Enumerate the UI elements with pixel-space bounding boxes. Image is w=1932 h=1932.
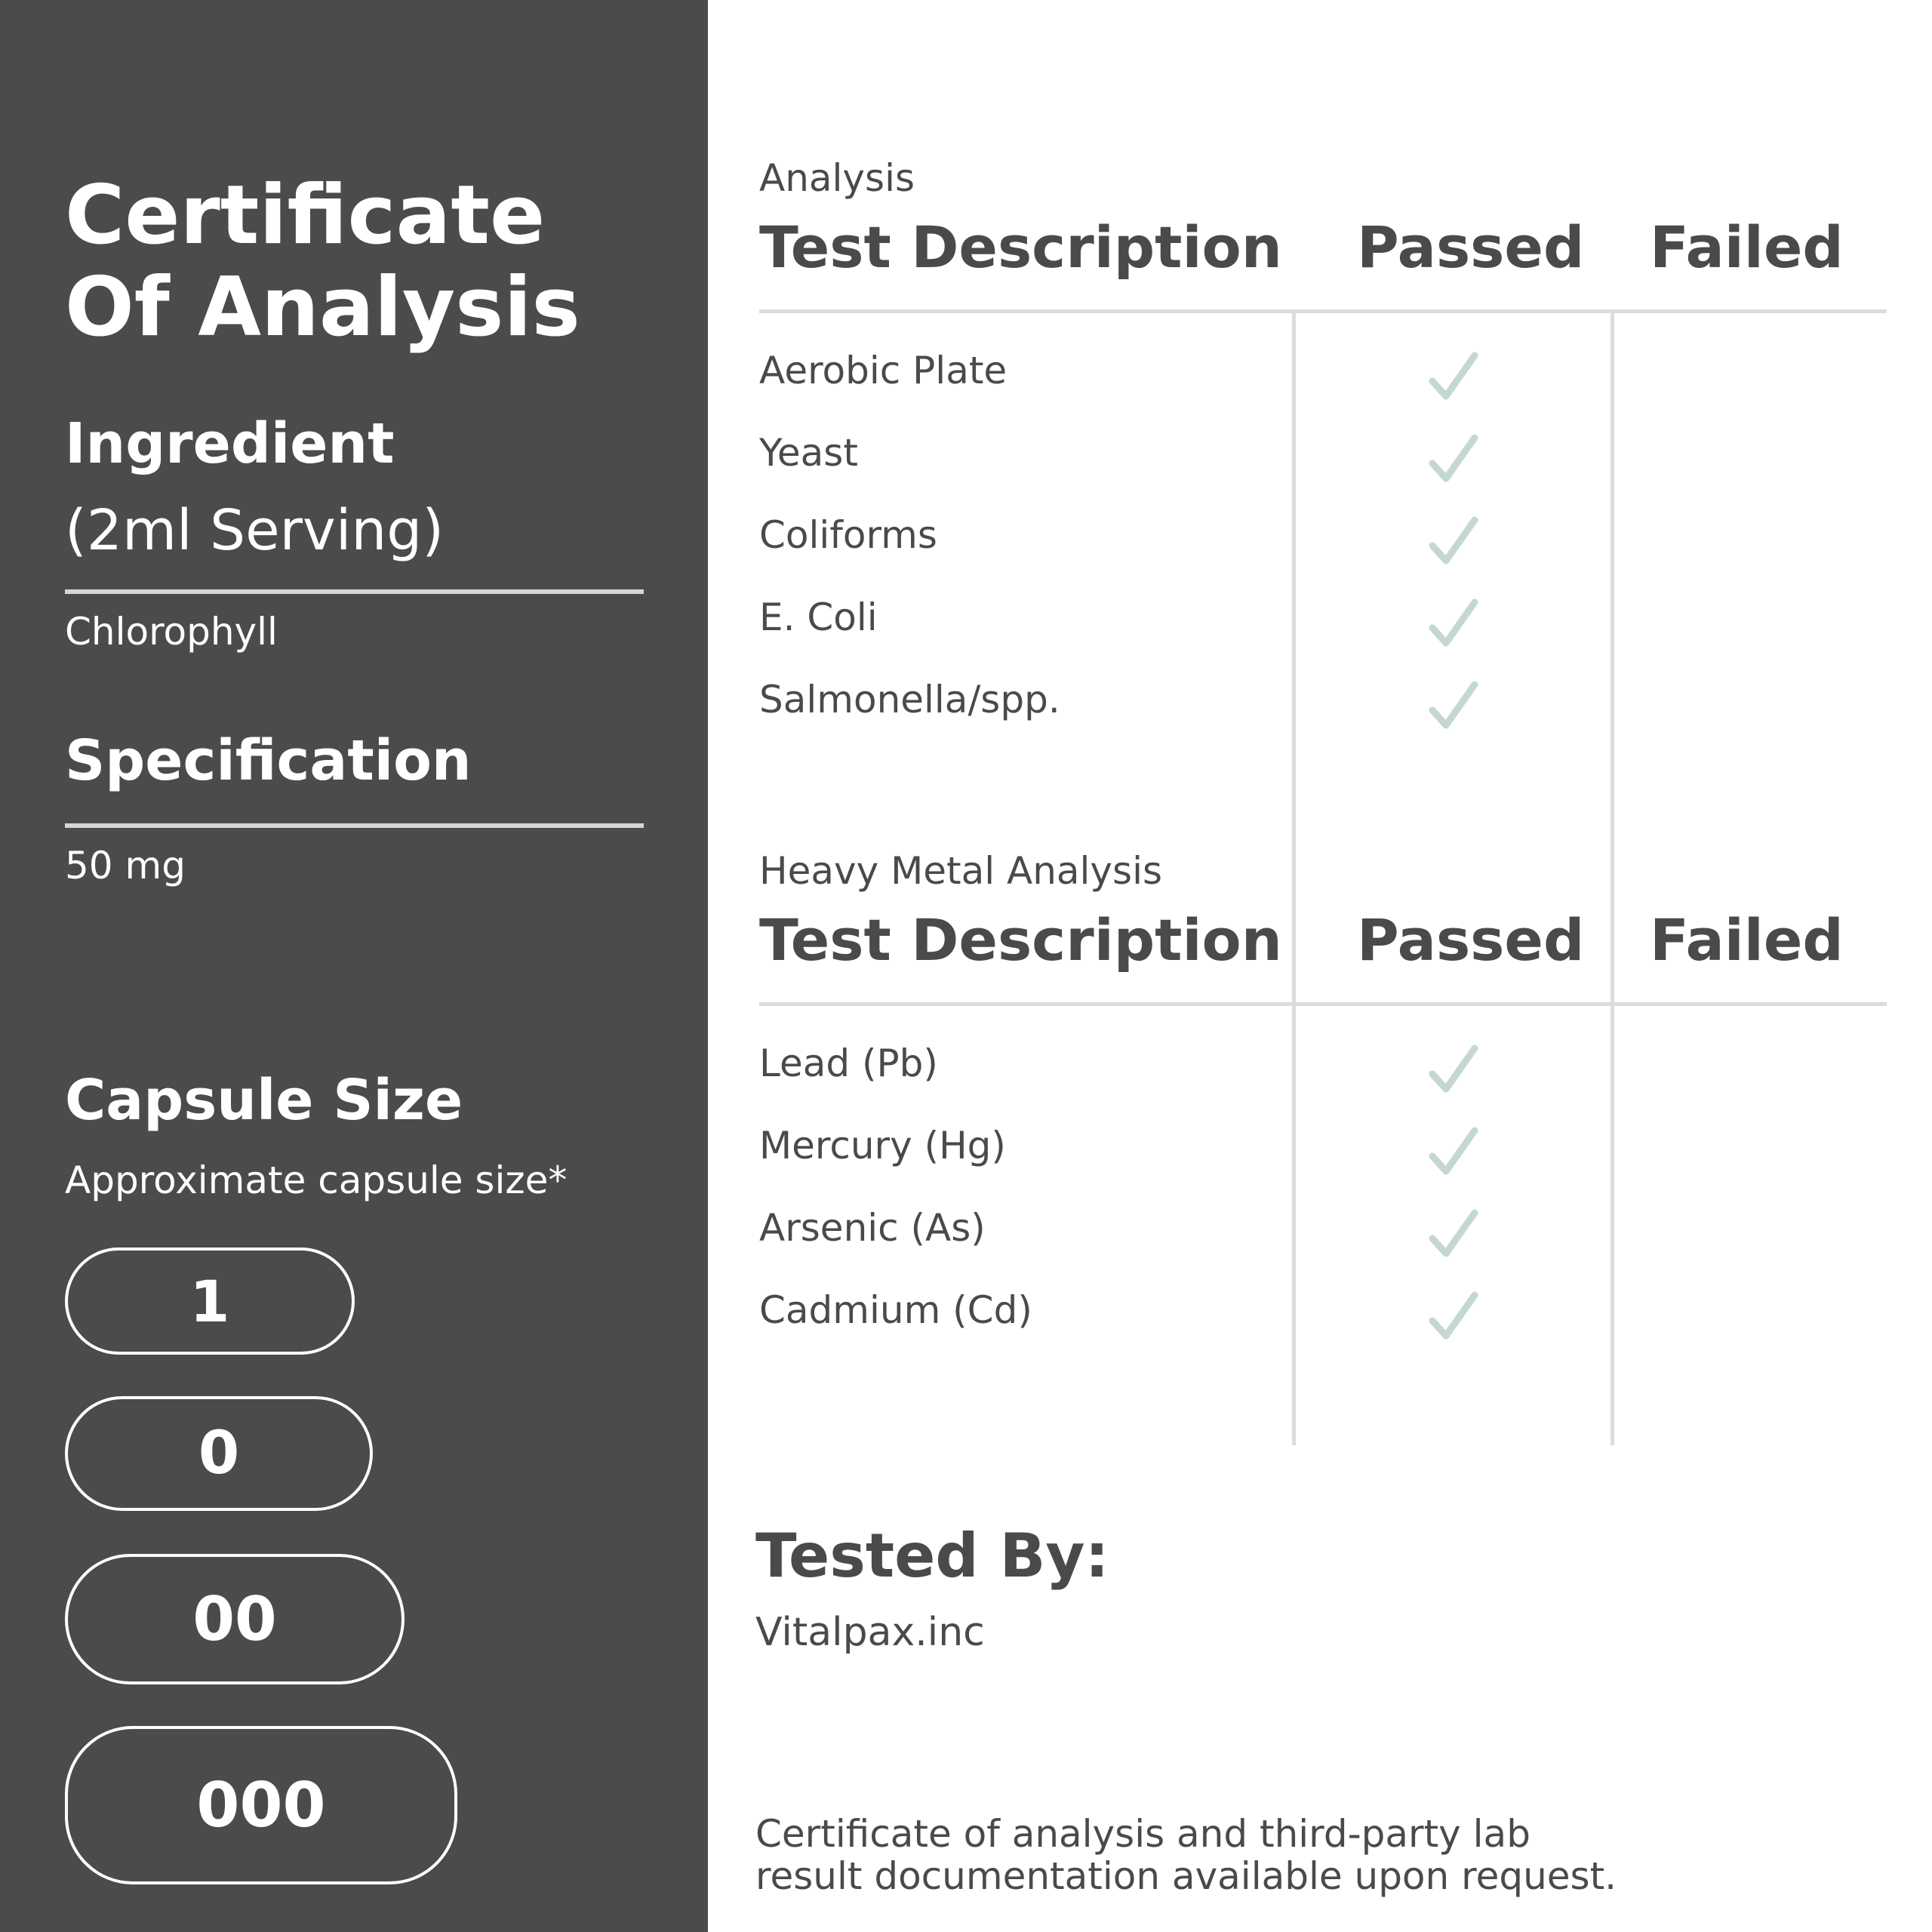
tested-by-value: Vitalpax.inc [755, 1610, 985, 1655]
right-panel [708, 0, 1932, 1932]
analysis-row-label: E. Coli [759, 595, 878, 639]
heavy-metal-header-passed: Passed [1357, 906, 1585, 974]
passed-column-divider [1292, 312, 1296, 1445]
tested-by-heading: Tested By: [755, 1521, 1109, 1591]
page-title [65, 170, 580, 354]
analysis-row-label: Coliforms [759, 513, 937, 557]
heavy-metal-row-label: Arsenic (As) [759, 1206, 986, 1250]
left-panel [0, 0, 708, 1932]
capsule-size-1 [65, 1247, 355, 1355]
check-icon [1428, 598, 1481, 651]
check-icon [1428, 433, 1481, 486]
analysis-row-label: Aerobic Plate [759, 349, 1008, 392]
failed-column-divider [1611, 312, 1614, 1445]
specification-divider [65, 823, 644, 828]
check-icon [1428, 1208, 1481, 1261]
analysis-header-description: Test Description [759, 214, 1282, 281]
heavy-metal-row-label: Cadmium (Cd) [759, 1288, 1032, 1332]
capsule-size-label: 0 [198, 1420, 240, 1487]
check-icon [1428, 1291, 1481, 1343]
check-icon [1428, 1044, 1481, 1097]
check-icon [1428, 351, 1481, 404]
ingredient-divider [65, 589, 644, 594]
capsule-size-000 [65, 1726, 457, 1884]
analysis-header-failed: Failed [1650, 214, 1844, 281]
capsule-size-label: 1 [189, 1267, 230, 1335]
analysis-header-rule [759, 309, 1887, 313]
check-icon [1428, 1126, 1481, 1179]
specification-value: 50 mg [65, 844, 186, 888]
ingredient-value: Chlorophyll [65, 610, 278, 654]
analysis-row-label: Salmonella/spp. [759, 678, 1060, 721]
ingredient-serving: (2ml Serving) [65, 498, 445, 563]
check-icon [1428, 515, 1481, 568]
footnote-line-1: Certificate of analysis and third-party lab [755, 1812, 1531, 1856]
heavy-metal-row-label: Mercury (Hg) [759, 1124, 1006, 1168]
capsule-size-label: 000 [196, 1769, 326, 1841]
heavy-metal-header-rule [759, 1002, 1887, 1006]
footnote [755, 1813, 1617, 1897]
heavy-metal-caption: Heavy Metal Analysis [759, 849, 1163, 893]
title-line-1: Certificate [65, 168, 546, 263]
check-icon [1428, 680, 1481, 733]
ingredient-heading: Ingredient [65, 411, 395, 476]
heavy-metal-row-label: Lead (Pb) [759, 1041, 938, 1085]
analysis-row-label: Yeast [759, 431, 858, 475]
analysis-caption: Analysis [759, 156, 915, 200]
analysis-header-passed: Passed [1357, 214, 1585, 281]
heavy-metal-header-description: Test Description [759, 906, 1282, 974]
capsule-size-0 [65, 1396, 373, 1511]
title-line-2: Of Analysis [65, 260, 580, 355]
heavy-metal-header-failed: Failed [1650, 906, 1844, 974]
capsule-size-subheading: Approximate capsule size* [65, 1158, 568, 1202]
footnote-line-2: result documentation available upon request. [755, 1854, 1617, 1898]
specification-heading: Specification [65, 728, 472, 793]
capsule-size-heading: Capsule Size [65, 1068, 463, 1133]
capsule-size-label: 00 [192, 1584, 277, 1654]
capsule-size-00 [65, 1554, 405, 1684]
